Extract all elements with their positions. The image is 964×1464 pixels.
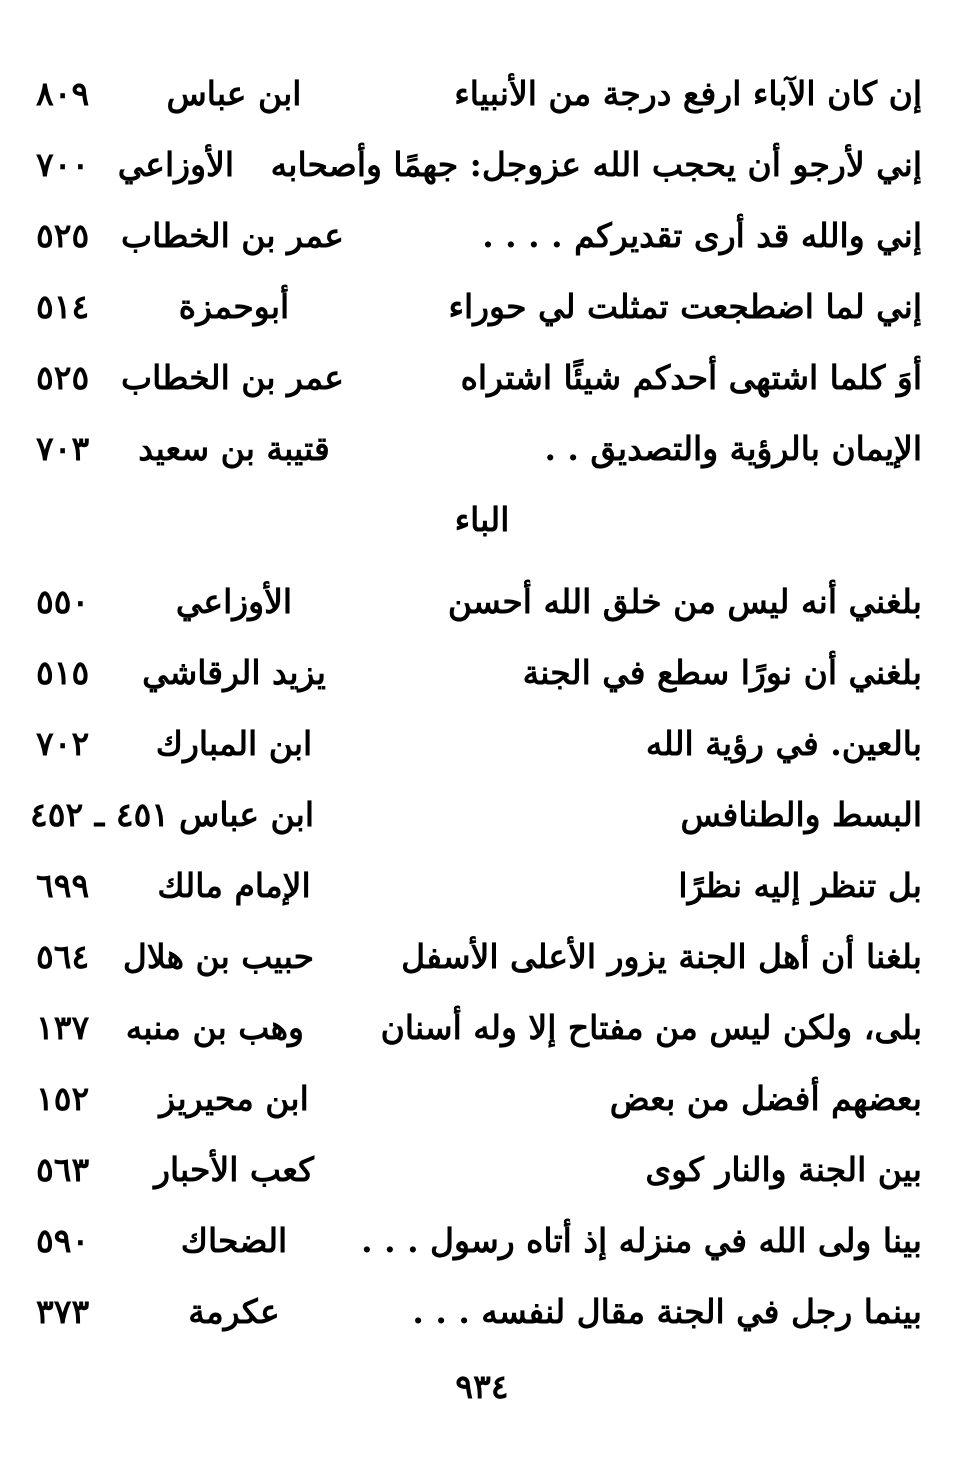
entry-narrator: عمر بن الخطاب bbox=[121, 358, 344, 397]
entry-narrator: الإمام مالك bbox=[157, 866, 311, 905]
entry-phrase: بينا ولى الله في منزله إذ أتاه رسول . . . bbox=[361, 1221, 922, 1260]
entry-narrator: قتيبة بن سعيد bbox=[138, 429, 330, 468]
entry-phrase: بعضهم أفضل من بعض bbox=[609, 1079, 922, 1118]
entry-page-ref: ٥١٤ bbox=[36, 287, 90, 326]
index-entry bbox=[0, 992, 964, 1064]
index-entry bbox=[0, 566, 964, 638]
entry-narrator: ابن عباس bbox=[166, 74, 302, 113]
entry-phrase: إن كان الآباء ارفع درجة من الأنبياء bbox=[454, 74, 922, 113]
entry-narrator: عكرمة bbox=[188, 1292, 280, 1331]
entry-narrator: الأوزاعي bbox=[175, 582, 293, 621]
entry-page-ref: ٥٢٥ bbox=[36, 358, 90, 397]
index-entry bbox=[0, 1063, 964, 1135]
index-entry bbox=[0, 850, 964, 922]
entry-phrase: إني والله قد أرى تقديركم . . . . bbox=[482, 216, 922, 255]
entry-phrase: بل تنظر إليه نظرًا bbox=[678, 866, 922, 905]
entry-page-ref: ٤٥١ ـ ٤٥٢ bbox=[30, 795, 170, 834]
index-entry bbox=[0, 637, 964, 709]
entry-page-ref: ٧٠٢ bbox=[36, 724, 90, 763]
entry-page-ref: ٨٠٩ bbox=[36, 74, 90, 113]
section-heading: الباء bbox=[454, 500, 510, 539]
index-entry bbox=[0, 779, 964, 851]
entry-phrase: بالعين. في رؤية الله bbox=[645, 724, 922, 763]
entry-phrase: بين الجنة والنار كوى bbox=[645, 1150, 922, 1189]
entry-page-ref: ١٣٧ bbox=[36, 1008, 90, 1047]
entry-narrator: أبوحمزة bbox=[178, 287, 290, 326]
entry-phrase: إني لما اضطجعت تمثلت لي حوراء bbox=[448, 287, 922, 326]
entry-narrator: ابن عباس bbox=[179, 795, 314, 834]
entry-phrase: بلغني أن نورًا سطع في الجنة bbox=[522, 653, 922, 692]
index-entry bbox=[0, 708, 964, 780]
entry-phrase: إني لأرجو أن يحجب الله عزوجل: جهمًا وأصحابه bbox=[270, 145, 922, 184]
entry-narrator: يزيد الرقاشي bbox=[142, 653, 326, 692]
entry-page-ref: ٥٦٤ bbox=[36, 937, 90, 976]
entry-phrase: بلغني أنه ليس من خلق الله أحسن bbox=[447, 582, 922, 621]
entry-page-ref: ٧٠٣ bbox=[36, 429, 90, 468]
entry-narrator: الضحاك bbox=[180, 1221, 288, 1260]
entry-narrator: وهب بن منبه bbox=[125, 1008, 304, 1047]
entry-page-ref: ١٥٢ bbox=[36, 1079, 90, 1118]
entry-page-ref: ٥٩٠ bbox=[36, 1221, 90, 1260]
entry-page-ref: ٥٢٥ bbox=[36, 216, 90, 255]
entry-narrator: كعب الأحبار bbox=[154, 1150, 314, 1189]
index-entry bbox=[0, 413, 964, 485]
entry-narrator: عمر بن الخطاب bbox=[121, 216, 344, 255]
index-entry bbox=[0, 200, 964, 272]
entry-phrase: أوَ كلما اشتهى أحدكم شيئًا اشتراه bbox=[460, 358, 922, 397]
entry-phrase: بلغنا أن أهل الجنة يزور الأعلى الأسفل bbox=[401, 937, 922, 976]
entry-page-ref: ٧٠٠ bbox=[36, 145, 90, 184]
index-entry bbox=[0, 921, 964, 993]
entry-page-ref: ٦٩٩ bbox=[36, 866, 90, 905]
entry-narrator: ابن محيريز bbox=[159, 1079, 309, 1118]
page-number: ٩٣٤ bbox=[455, 1367, 509, 1406]
entry-phrase: بلى، ولكن ليس من مفتاح إلا وله أسنان bbox=[380, 1008, 922, 1047]
entry-page-ref: ٣٧٣ bbox=[36, 1292, 90, 1331]
index-entry bbox=[0, 1134, 964, 1206]
index-entry bbox=[0, 271, 964, 343]
index-entry bbox=[0, 129, 964, 201]
index-entry bbox=[0, 1205, 964, 1277]
entry-page-ref: ٥٥٠ bbox=[36, 582, 90, 621]
index-entry bbox=[0, 1276, 964, 1348]
entry-page-ref: ٥١٥ bbox=[36, 653, 90, 692]
entry-phrase: بينما رجل في الجنة مقال لنفسه . . . bbox=[412, 1292, 922, 1331]
entry-phrase: الإيمان بالرؤية والتصديق . . bbox=[544, 429, 922, 468]
index-entry bbox=[0, 342, 964, 414]
entry-narrator: ابن المبارك bbox=[155, 724, 313, 763]
entry-phrase: البسط والطنافس bbox=[680, 795, 922, 834]
index-entry bbox=[0, 58, 964, 130]
entry-page-ref: ٥٦٣ bbox=[36, 1150, 90, 1189]
entry-narrator: حبيب بن هلال bbox=[122, 937, 314, 976]
entry-narrator: الأوزاعي bbox=[117, 145, 234, 184]
